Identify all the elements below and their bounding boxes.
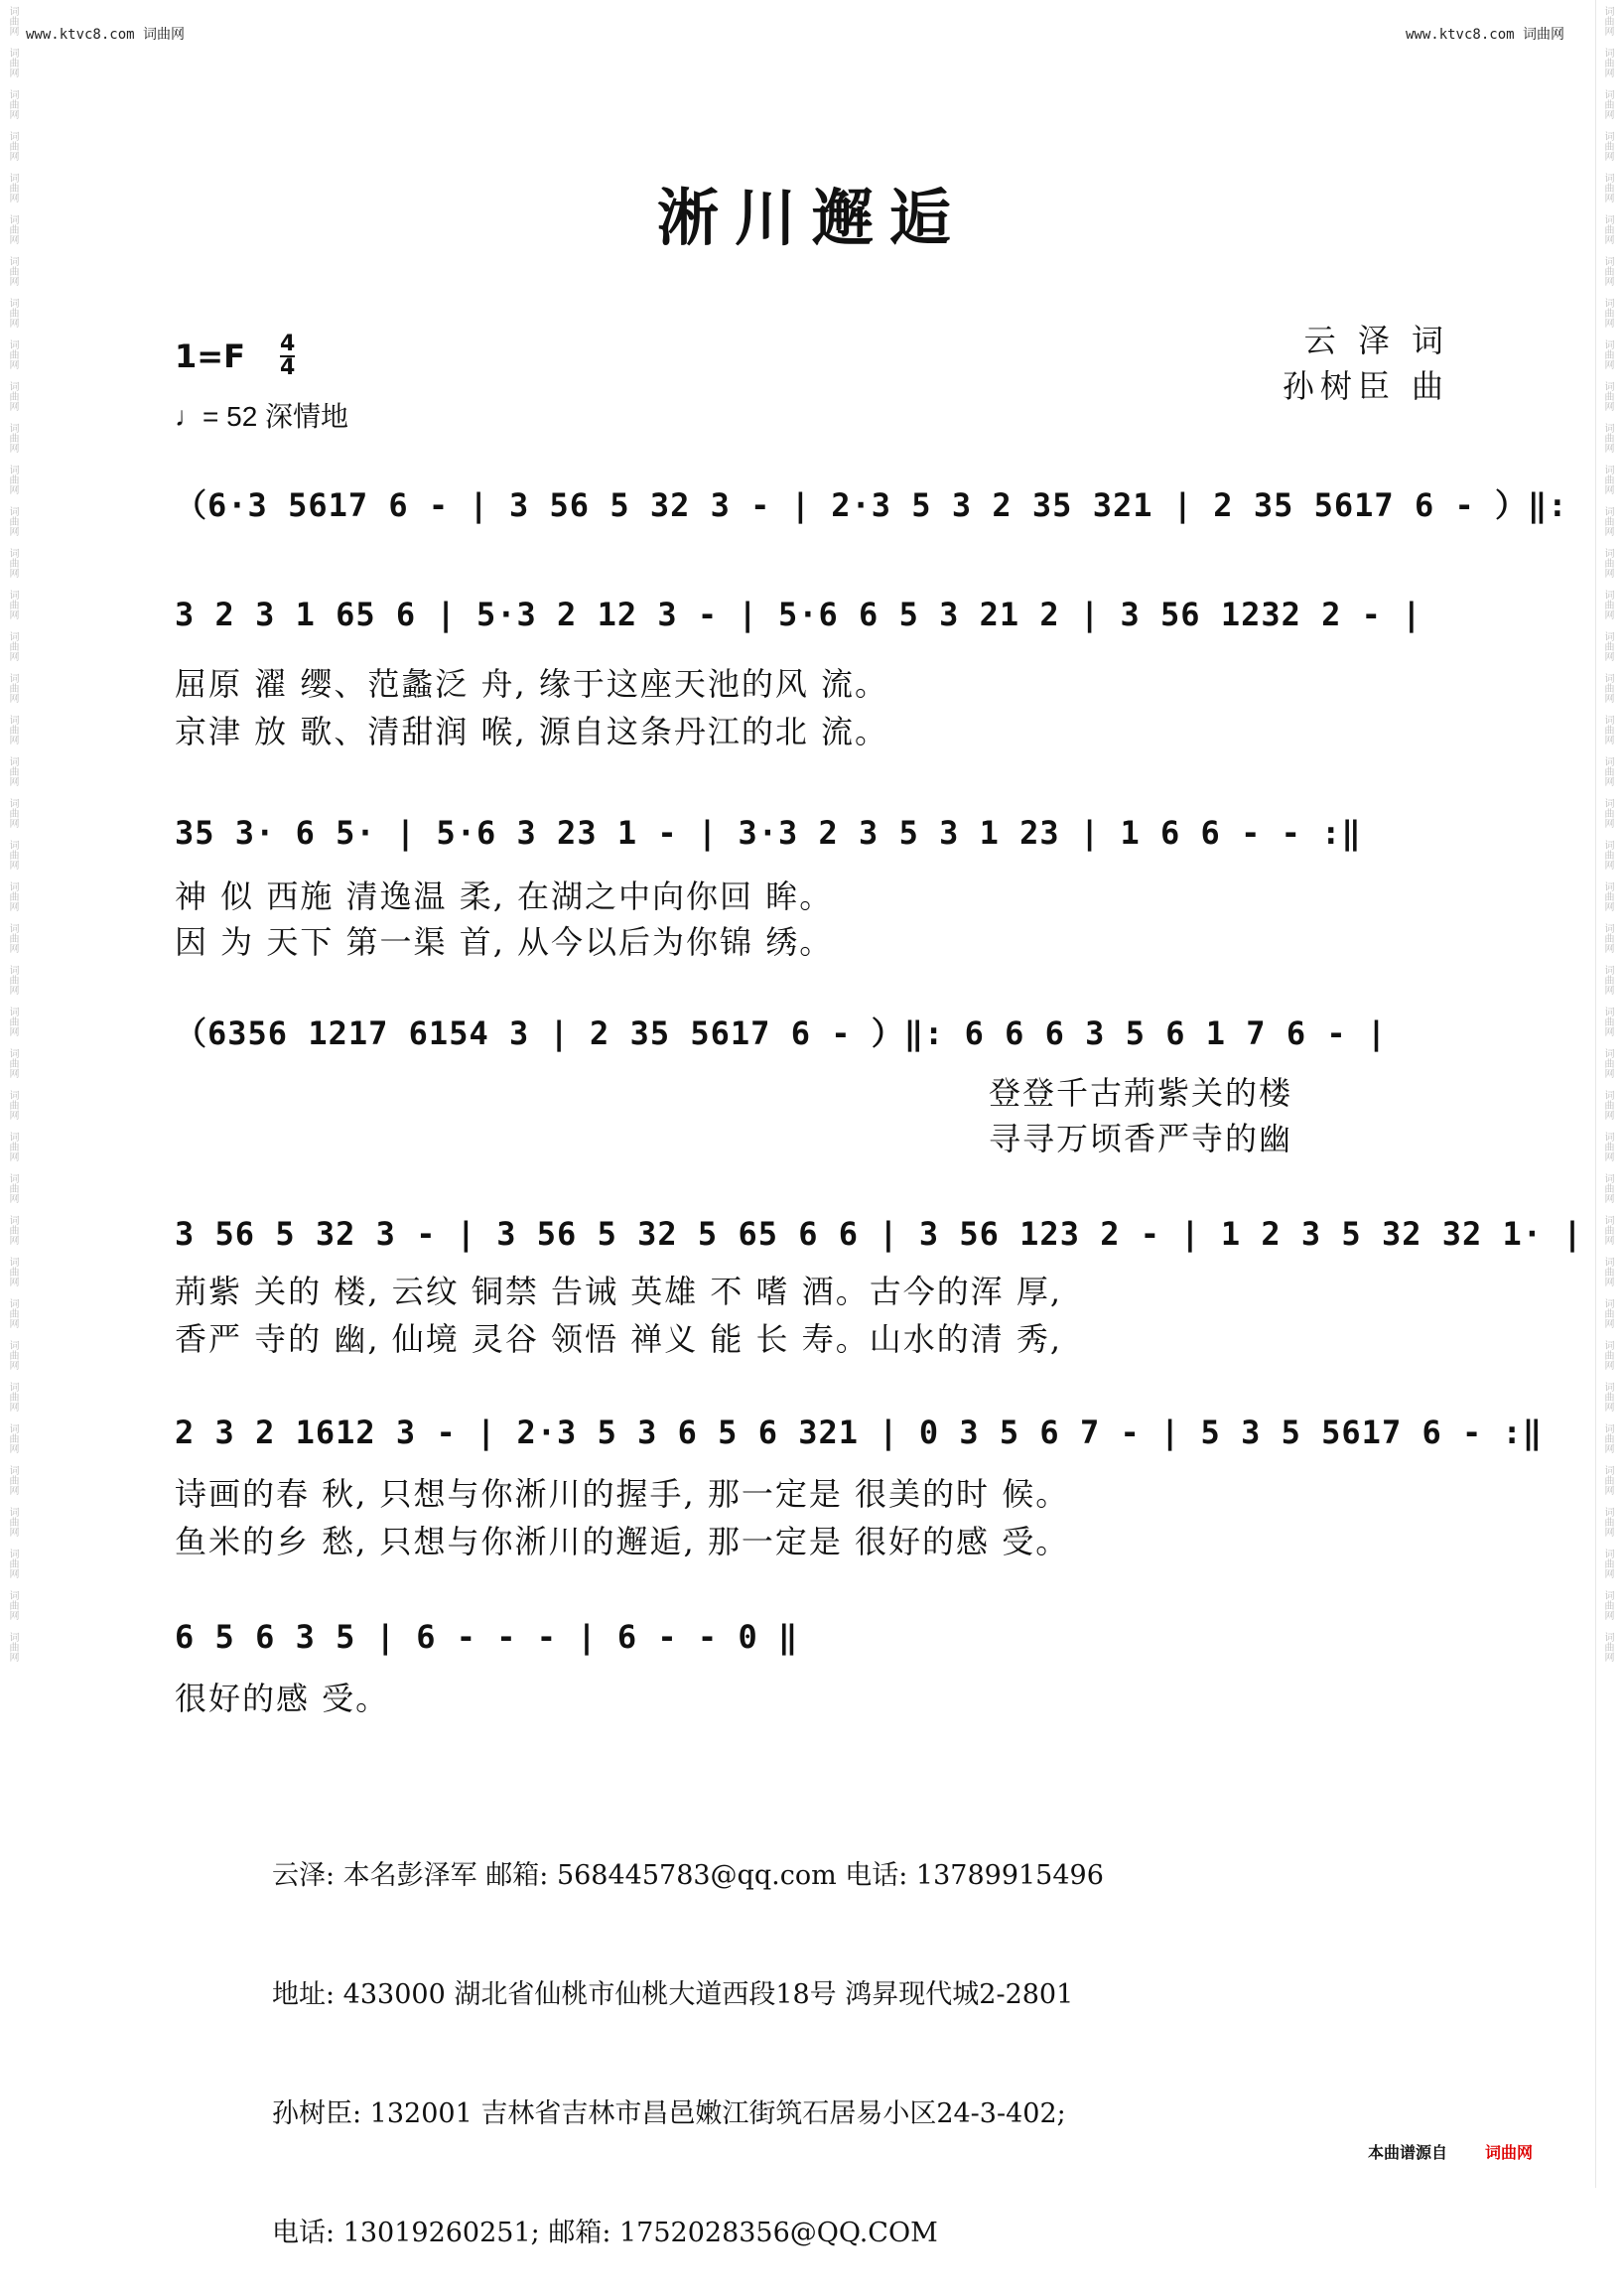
watermark-text: 词曲网 xyxy=(7,381,18,411)
watermark-text: 词曲网 xyxy=(7,881,18,911)
header-site-left: www.ktvc8.com 词曲网 xyxy=(26,27,186,43)
lyric-verse-1: 登登千古荊紫关的楼 xyxy=(989,1074,1293,1112)
watermark-text: 词曲网 xyxy=(7,1632,18,1662)
time-signature-bottom: 4 xyxy=(280,355,296,380)
tempo-marking: ♩= 52 深情地 xyxy=(175,401,349,432)
watermark-text: 词曲网 xyxy=(7,590,18,619)
watermark-text: 词曲网 xyxy=(7,256,18,286)
watermark-text: 词曲网 xyxy=(1602,965,1613,995)
watermark-text: 词曲网 xyxy=(1602,1423,1613,1453)
watermark-text: 词曲网 xyxy=(1602,673,1613,703)
watermark-text: 词曲网 xyxy=(1602,506,1613,536)
watermark-text: 词曲网 xyxy=(7,506,18,536)
watermark-text: 词曲网 xyxy=(1602,423,1613,453)
lyric-verse-1: 神 似 西施 清逸温 柔, 在湖之中向你回 眸。 xyxy=(175,877,834,915)
lyric-verse-2: 寻寻万顷香严寺的幽 xyxy=(989,1120,1293,1157)
watermark-text: 词曲网 xyxy=(7,1549,18,1578)
watermark-text: 词曲网 xyxy=(7,131,18,161)
watermark-text: 词曲网 xyxy=(1602,631,1613,661)
watermark-text: 词曲网 xyxy=(1602,89,1613,119)
watermark-text: 词曲网 xyxy=(7,298,18,328)
watermark-text: 词曲网 xyxy=(7,1590,18,1620)
notation-line: 3 56 5 32 3 - | 3 56 5 32 5 65 6 6 | 3 56 123 2 - | 1 2 3 5 32 32 1· | xyxy=(175,1215,1583,1253)
watermark-text: 词曲网 xyxy=(1602,1465,1613,1495)
watermark-text: 词曲网 xyxy=(7,631,18,661)
watermark-text: 词曲网 xyxy=(7,89,18,119)
watermark-text: 词曲网 xyxy=(1602,840,1613,870)
watermark-text: 词曲网 xyxy=(1602,256,1613,286)
notation-line-coda: 6 5 6 3 5 | 6 - - - | 6 - - 0 ‖ xyxy=(175,1618,799,1656)
watermark-text: 词曲网 xyxy=(1602,1007,1613,1036)
watermark-text: 词曲网 xyxy=(7,6,18,36)
watermark-text: 词曲网 xyxy=(7,1507,18,1537)
notation-line: 35 3· 6 5· | 5·6 3 23 1 - | 3·3 2 3 5 3 1 23 | 1 6 6 - - :‖ xyxy=(175,814,1362,852)
watermark-text: 词曲网 xyxy=(7,923,18,953)
lyric-verse-2: 香严 寺的 幽, 仙境 灵谷 领悟 禅义 能 长 寿。山水的清 秀, xyxy=(175,1320,1063,1358)
watermark-text: 词曲网 xyxy=(1602,339,1613,369)
watermark-text: 词曲网 xyxy=(1602,715,1613,744)
watermark-text: 词曲网 xyxy=(7,1173,18,1203)
lyric-verse-1: 诗画的春 秋, 只想与你淅川的握手, 那一定是 很美的时 候。 xyxy=(175,1475,1070,1513)
watermark-text: 词曲网 xyxy=(1602,131,1613,161)
footer-line: 电话: 13019260251; 邮箱: 1752028356@QQ.COM xyxy=(272,2218,938,2248)
watermark-text: 词曲网 xyxy=(1602,1132,1613,1161)
left-watermark-strip xyxy=(2,0,22,2188)
watermark-text: 词曲网 xyxy=(1602,381,1613,411)
watermark-text: 词曲网 xyxy=(7,1007,18,1036)
time-signature-top: 4 xyxy=(280,332,296,356)
lyric-coda: 很好的感 受。 xyxy=(175,1680,390,1717)
watermark-text: 词曲网 xyxy=(1602,6,1613,36)
watermark-text: 词曲网 xyxy=(1602,298,1613,328)
composer-credit: 孙树臣 曲 xyxy=(1282,367,1449,405)
watermark-text: 词曲网 xyxy=(1602,1340,1613,1370)
right-watermark-strip xyxy=(1595,0,1618,2188)
watermark-text: 词曲网 xyxy=(7,965,18,995)
watermark-text: 词曲网 xyxy=(7,840,18,870)
notation-line-intro: （6·3 5617 6 - | 3 56 5 32 3 - | 2·3 5 3 2 35 321 | 2 35 5617 6 - ）‖: xyxy=(175,486,1568,524)
watermark-text: 词曲网 xyxy=(7,1340,18,1370)
lyric-verse-1: 屈原 濯 缨、范蠡泛 舟, 缘于这座天池的风 流。 xyxy=(175,665,889,703)
watermark-text: 词曲网 xyxy=(7,423,18,453)
watermark-text: 词曲网 xyxy=(7,48,18,77)
watermark-text: 词曲网 xyxy=(7,1090,18,1120)
watermark-text: 词曲网 xyxy=(1602,923,1613,953)
watermark-text: 词曲网 xyxy=(7,756,18,786)
lyric-verse-2: 鱼米的乡 愁, 只想与你淅川的邂逅, 那一定是 很好的感 受。 xyxy=(175,1523,1070,1560)
watermark-text: 词曲网 xyxy=(1602,1549,1613,1578)
footer-line: 地址: 433000 湖北省仙桃市仙桃大道西段18号 鸿昇现代城2-2801 xyxy=(272,1979,1074,2010)
watermark-text: 词曲网 xyxy=(7,1132,18,1161)
time-signature xyxy=(280,334,295,379)
watermark-text: 词曲网 xyxy=(1602,1215,1613,1245)
watermark-text: 词曲网 xyxy=(1602,548,1613,578)
watermark-text: 词曲网 xyxy=(1602,173,1613,202)
lyric-verse-2: 因 为 天下 第一渠 首, 从今以后为你锦 绣。 xyxy=(175,923,834,961)
watermark-text: 词曲网 xyxy=(7,673,18,703)
watermark-text: 词曲网 xyxy=(7,1423,18,1453)
lyric-verse-2: 京津 放 歌、清甜润 喉, 源自这条丹江的北 流。 xyxy=(175,713,889,750)
notation-line: 3 2 3 1 65 6 | 5·3 2 12 3 - | 5·6 6 5 3 21 2 | 3 56 1232 2 - | xyxy=(175,596,1422,633)
song-title: 淅川邂逅 xyxy=(656,182,967,254)
credits xyxy=(1283,318,1449,409)
watermark-text: 词曲网 xyxy=(1602,465,1613,494)
watermark-text: 词曲网 xyxy=(1602,1048,1613,1078)
notation-line: 2 3 2 1612 3 - | 2·3 5 3 6 5 6 321 | 0 3 5 6 7 - | 5 3 5 5617 6 - :‖ xyxy=(175,1414,1544,1451)
header-site-right: www.ktvc8.com 词曲网 xyxy=(1405,27,1564,43)
watermark-text: 词曲网 xyxy=(1602,1507,1613,1537)
watermark-text: 词曲网 xyxy=(7,1465,18,1495)
watermark-text: 词曲网 xyxy=(7,339,18,369)
lyricist-credit: 云 泽 词 xyxy=(1303,322,1449,359)
watermark-text: 词曲网 xyxy=(1602,590,1613,619)
watermark-text: 词曲网 xyxy=(1602,48,1613,77)
watermark-text: 词曲网 xyxy=(1602,1257,1613,1286)
watermark-text: 词曲网 xyxy=(1602,1173,1613,1203)
watermark-text: 词曲网 xyxy=(1602,1590,1613,1620)
watermark-text: 词曲网 xyxy=(7,173,18,202)
watermark-text: 词曲网 xyxy=(1602,1090,1613,1120)
watermark-text: 词曲网 xyxy=(7,465,18,494)
watermark-text: 词曲网 xyxy=(1602,214,1613,244)
contact-footer xyxy=(272,1777,1104,2293)
source-label: 本曲谱源自 xyxy=(1367,2143,1447,2162)
watermark-text: 词曲网 xyxy=(7,214,18,244)
lyric-verse-1: 荊紫 关的 楼, 云纹 铜禁 告诫 英雄 不 嗜 酒。古今的浑 厚, xyxy=(175,1273,1063,1310)
watermark-text: 词曲网 xyxy=(1602,1298,1613,1328)
watermark-text: 词曲网 xyxy=(7,1382,18,1412)
key-signature: 1=F xyxy=(175,337,245,375)
watermark-text: 词曲网 xyxy=(1602,798,1613,828)
watermark-text: 词曲网 xyxy=(1602,1382,1613,1412)
watermark-text: 词曲网 xyxy=(7,715,18,744)
watermark-text: 词曲网 xyxy=(7,1048,18,1078)
watermark-text: 词曲网 xyxy=(1602,1632,1613,1662)
footer-line: 云泽: 本名彭泽军 邮箱: 568445783@qq.com 电话: 13789915496 xyxy=(272,1860,1104,1891)
watermark-text: 词曲网 xyxy=(7,798,18,828)
footer-line: 孙树臣: 132001 吉林省吉林市昌邑嫩江街筑石居易小区24-3-402; xyxy=(272,2098,1066,2129)
notation-line: （6356 1217 6154 3 | 2 35 5617 6 - ）‖: 6 6 6 3 5 6 1 7 6 - | xyxy=(175,1014,1388,1052)
watermark-text: 词曲网 xyxy=(1602,756,1613,786)
watermark-text: 词曲网 xyxy=(1602,881,1613,911)
watermark-text: 词曲网 xyxy=(7,1257,18,1286)
source-site-link[interactable]: 词曲网 xyxy=(1484,2143,1533,2162)
watermark-text: 词曲网 xyxy=(7,1298,18,1328)
watermark-text: 词曲网 xyxy=(7,548,18,578)
watermark-text: 词曲网 xyxy=(7,1215,18,1245)
